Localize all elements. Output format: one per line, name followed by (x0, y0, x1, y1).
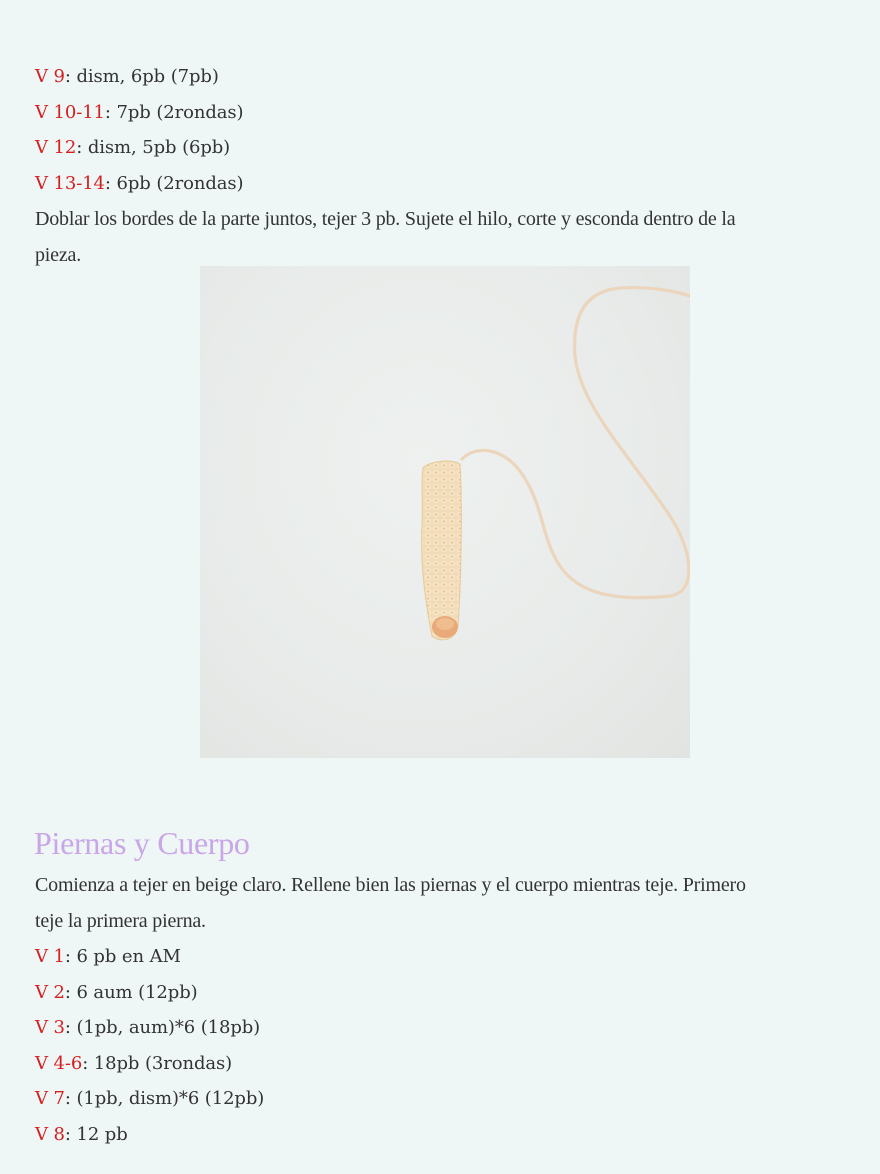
round-line (35, 939, 845, 975)
round-label: V 4-6 (35, 1052, 83, 1074)
round-instruction: : 6 aum (12pb) (64, 981, 198, 1003)
round-instruction: : (1pb, aum)*6 (18pb) (64, 1017, 261, 1038)
round-instruction: : dism, 5pb (6pb) (76, 137, 231, 158)
pattern-top-section (35, 59, 845, 273)
finish-line-1: Doblar los bordes de la parte juntos, tejer 3 pb. Sujete el hilo, corte y esconda dentro de la (35, 208, 736, 230)
round-label: V 10-11 (35, 101, 105, 123)
round-label: V 7 (35, 1088, 65, 1109)
round-label: V 13-14 (35, 172, 105, 194)
round-label: V 3 (35, 1017, 65, 1038)
section-intro (35, 867, 845, 939)
round-line (35, 130, 845, 166)
round-label: V 12 (35, 137, 77, 158)
round-instruction: : dism, 6pb (7pb) (64, 66, 219, 87)
round-line (35, 1010, 845, 1046)
round-line (35, 1117, 845, 1153)
round-instruction: : 12 pb (64, 1123, 128, 1145)
section-title: Piernas y Cuerpo (34, 825, 250, 861)
intro-line-1: Comienza a tejer en beige claro. Rellene bien las piernas y el cuerpo mientras teje. Primero (35, 874, 746, 896)
round-line (35, 1046, 845, 1082)
round-label: V 9 (35, 66, 65, 87)
crochet-tube-illustration (200, 266, 690, 758)
round-instruction: : 7pb (2rondas) (104, 101, 244, 123)
round-label: V 2 (35, 981, 65, 1003)
round-instruction: : 6pb (2rondas) (104, 172, 244, 194)
round-line (35, 166, 845, 202)
round-line (35, 95, 845, 131)
round-instruction: : 18pb (3rondas) (82, 1052, 233, 1074)
finish-instructions (35, 201, 845, 273)
intro-line-2: teje la primera pierna. (35, 910, 206, 932)
round-instruction: : 6 pb en AM (64, 946, 181, 967)
round-line (35, 1081, 845, 1117)
round-instruction: : (1pb, dism)*6 (12pb) (64, 1088, 265, 1109)
legs-body-section (35, 867, 845, 1152)
finish-line-2: pieza. (35, 244, 81, 266)
round-label: V 1 (35, 946, 65, 967)
round-list (35, 939, 845, 1152)
round-line (35, 975, 845, 1011)
round-line (35, 59, 845, 95)
crochet-piece-photo (200, 266, 690, 758)
round-label: V 8 (35, 1123, 65, 1145)
